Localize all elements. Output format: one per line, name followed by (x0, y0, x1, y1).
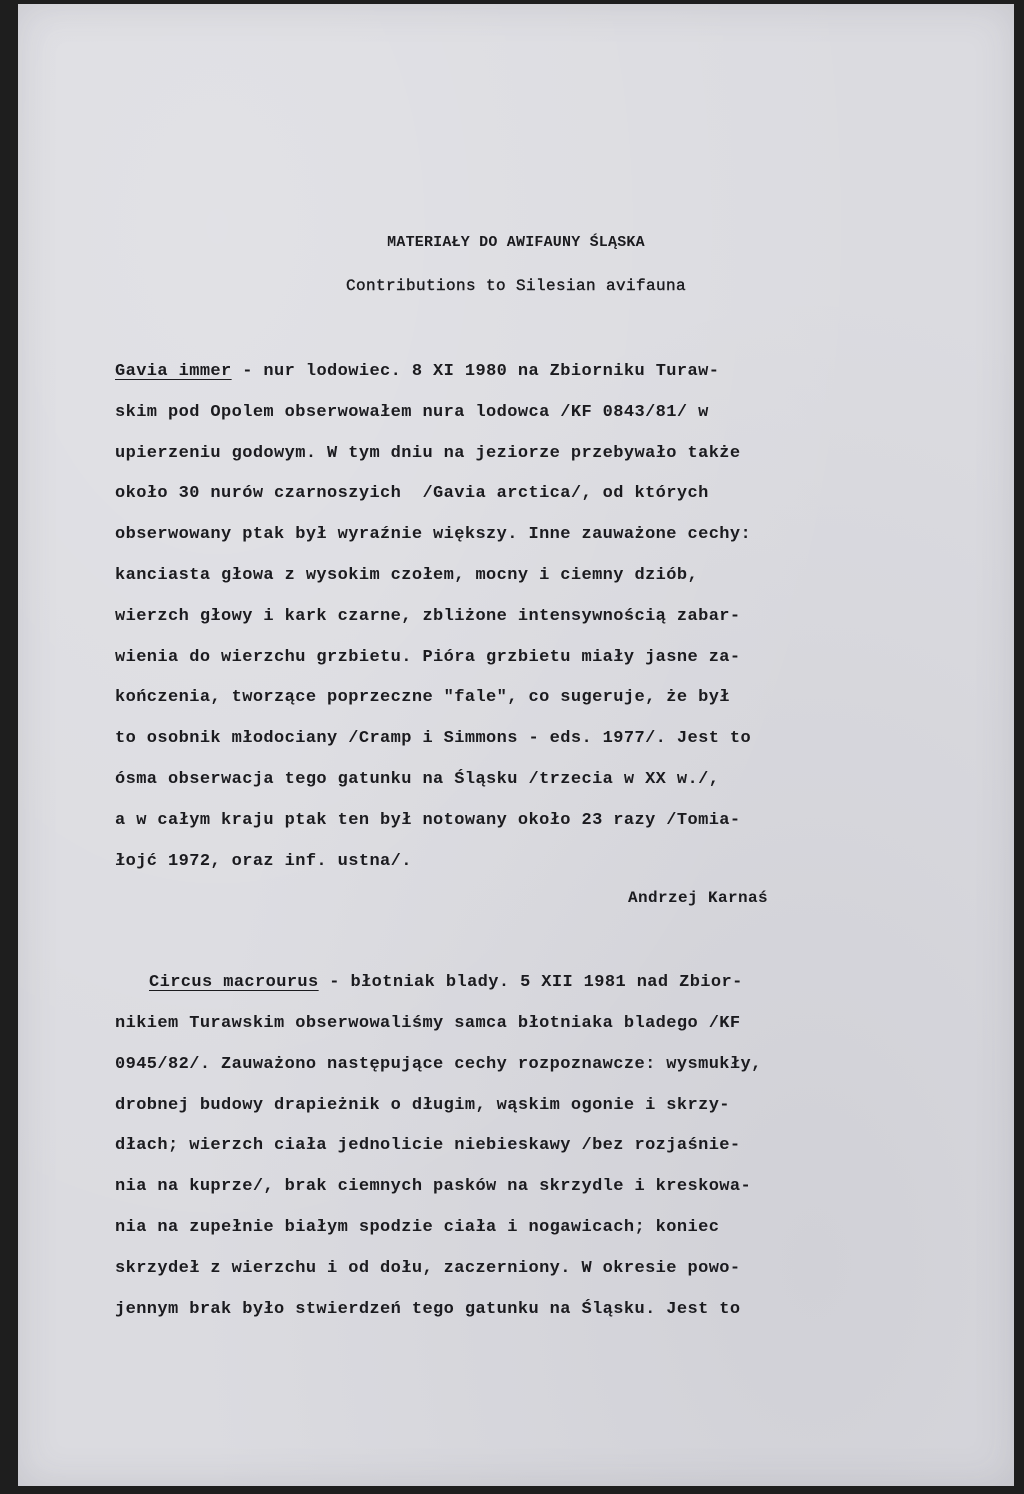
species-name: Gavia immer (115, 362, 232, 381)
entry-text-line: to osobnik młodociany /Cramp i Simmons - eds. 1977/. Jest to (115, 729, 752, 748)
entry-text-line: wierzch głowy i kark czarne, zbliżone intensywnością zabar- (115, 607, 741, 626)
entry-text-line: - błotniak blady. 5 XII 1981 nad Zbior- (318, 973, 743, 992)
entry-first-line (149, 970, 743, 996)
entry-text-line: około 30 nurów czarnoszyich /Gavia arctica/, od których (115, 484, 709, 503)
entry-text-line: dłach; wierzch ciała jednolicie niebieskawy /bez rozjaśnie- (115, 1136, 741, 1155)
entry-text-line: nia na kuprze/, brak ciemnych pasków na skrzydle i kreskowa- (115, 1177, 752, 1196)
entry-text-line: skim pod Opolem obserwowałem nura lodowca /KF 0843/81/ w (115, 403, 709, 422)
entry-text-line: jennym brak było stwierdzeń tego gatunku na Śląsku. Jest to (115, 1300, 741, 1319)
species-name: Circus macrourus (149, 973, 319, 992)
typewritten-page (18, 4, 1014, 1486)
entry-text-line: kończenia, tworzące poprzeczne "fale", co sugeruje, że był (115, 688, 730, 707)
entry-text-line: - nur lodowiec. 8 XI 1980 na Zbiorniku Turaw- (231, 362, 720, 381)
entry-text-line: nikiem Turawskim obserwowaliśmy samca błotniaka bladego /KF (115, 1014, 741, 1033)
entry-text-line: nia na zupełnie białym spodzie ciała i nogawicach; koniec (115, 1218, 720, 1237)
entry-text-line: ósma obserwacja tego gatunku na Śląsku /trzecia w XX w./, (115, 770, 720, 789)
page-subtitle: Contributions to Silesian avifauna (345, 277, 687, 295)
entry-text-line: a w całym kraju ptak ten był notowany około 23 razy /Tomia- (115, 811, 741, 830)
entry-text-line: kanciasta głowa z wysokim czołem, mocny i ciemny dziób, (115, 566, 699, 585)
entry-text-line: skrzydeł z wierzchu i od dołu, zaczerniony. W okresie powo- (115, 1259, 741, 1278)
entry-text-line: 0945/82/. Zauważono następujące cechy rozpoznawcze: wysmukły, (115, 1055, 762, 1074)
entry-text-line: obserwowany ptak był wyraźnie większy. Inne zauważone cechy: (115, 525, 752, 544)
entry-text-line: wienia do wierzchu grzbietu. Pióra grzbietu miały jasne za- (115, 648, 741, 667)
page-title: MATERIAŁY DO AWIFAUNY ŚLĄSKA (387, 234, 645, 251)
author-signature: Andrzej Karnaś (628, 889, 769, 907)
entry-first-line (115, 359, 719, 385)
entry-text-line: drobnej budowy drapieżnik o długim, wąskim ogonie i skrzy- (115, 1096, 730, 1115)
entry-text-line: łojć 1972, oraz inf. ustna/. (115, 852, 412, 871)
entry-text-line: upierzeniu godowym. W tym dniu na jeziorze przebywało także (115, 444, 741, 463)
